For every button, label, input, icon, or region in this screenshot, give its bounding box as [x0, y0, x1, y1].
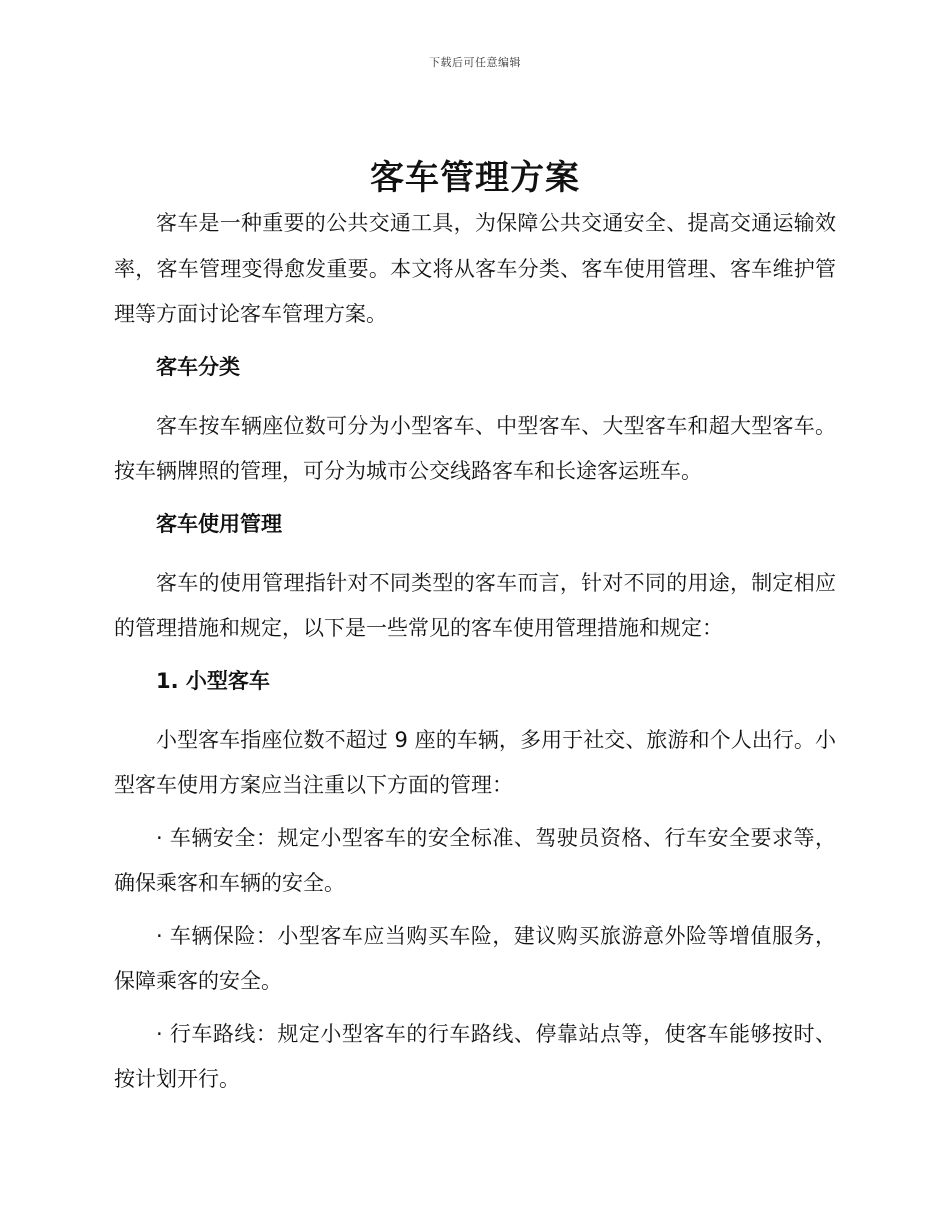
- subsection-heading-small-bus: 1. 小型客车: [156, 668, 270, 693]
- small-bus-paragraph: 小型客车指座位数不超过 9 座的车辆，多用于社交、旅游和个人出行。小型客车使用方案应当注重以下方面的管理：: [114, 727, 836, 797]
- section-heading-usage-management: 客车使用管理: [156, 511, 282, 536]
- document-title: 客车管理方案: [370, 158, 580, 198]
- page-header-note: 下载后可任意编辑: [429, 56, 521, 69]
- bullet-vehicle-insurance: · 车辆保险：小型客车应当购买车险，建议购买旅游意外险等增值服务，保障乘客的安全。: [114, 923, 836, 993]
- bullet-vehicle-safety: · 车辆安全：规定小型客车的安全标准、驾驶员资格、行车安全要求等，确保乘客和车辆的安全。: [114, 825, 836, 895]
- intro-paragraph: 客车是一种重要的公共交通工具，为保障公共交通安全、提高交通运输效率，客车管理变得愈发重要。本文将从客车分类、客车使用管理、客车维护管理等方面讨论客车管理方案。: [114, 211, 836, 326]
- bullet-driving-route: · 行车路线：规定小型客车的行车路线、停靠站点等，使客车能够按时、按计划开行。: [114, 1021, 836, 1091]
- classification-paragraph: 客车按车辆座位数可分为小型客车、中型客车、大型客车和超大型客车。按车辆牌照的管理，可分为城市公交线路客车和长途客运班车。: [114, 413, 836, 483]
- document-body: [114, 201, 836, 1110]
- section-heading-classification: 客车分类: [156, 354, 240, 379]
- usage-management-paragraph: 客车的使用管理指针对不同类型的客车而言，针对不同的用途，制定相应的管理措施和规定，以下是一些常见的客车使用管理措施和规定：: [114, 570, 836, 640]
